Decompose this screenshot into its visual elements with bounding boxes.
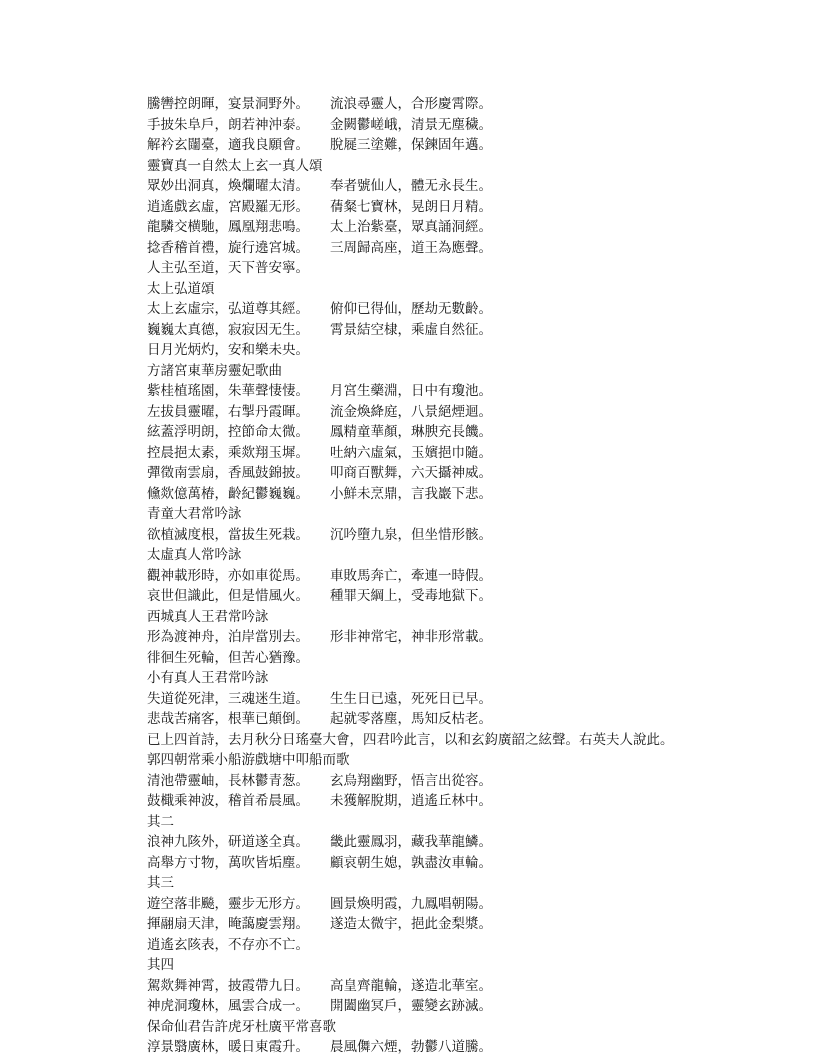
poem-title: 其三 xyxy=(147,875,174,891)
verse-second-couplet: 玄烏翔幽野，悟言出從容。 xyxy=(330,772,492,789)
verse-first-couplet: 鼓檝乘神波，稽首希晨風。 xyxy=(147,793,309,809)
verse-second-couplet: 霄景結空棣，乘虛自然征。 xyxy=(330,321,492,338)
poem-title: 青童大君常吟詠 xyxy=(147,506,242,522)
verse-line xyxy=(147,689,807,710)
verse-first-couplet: 神虎洞瓊林，風雲合成一。 xyxy=(147,998,309,1014)
verse-line xyxy=(147,340,807,361)
verse-first-couplet: 左拔員靈曜，右掣丹霞暉。 xyxy=(147,403,309,420)
verse-first-couplet: 哀世但識此，但是惜風火。 xyxy=(147,588,309,604)
verse-line xyxy=(147,238,807,259)
verse-second-couplet: 顧哀朝生媳，孰盡汝車輪。 xyxy=(330,854,492,871)
verse-second-couplet: 太上治紫臺，眾真誦洞經。 xyxy=(330,219,492,235)
poem-title: 其四 xyxy=(147,957,174,973)
verse-second-couplet: 月宮生藥淵，日中有瓊池。 xyxy=(330,383,492,399)
verse-first-couplet: 絃蓋浮明朗，控節命太微。 xyxy=(147,424,309,440)
verse-line xyxy=(147,176,807,197)
verse-line xyxy=(147,627,807,648)
verse-line xyxy=(147,381,807,402)
verse-second-couplet: 流金煥絳庭，八景絕煙迴。 xyxy=(330,403,492,420)
verse-first-couplet: 高舉方寸物，萬吹皆垢塵。 xyxy=(147,854,309,871)
verse-second-couplet: 流浪尋靈人，合形慶霄際。 xyxy=(330,96,492,112)
verse-first-couplet: 觀神載形時，亦如車從馬。 xyxy=(147,567,309,584)
verse-line xyxy=(147,791,807,812)
verse-line xyxy=(147,771,807,792)
verse-line xyxy=(147,648,807,669)
poem-title: 已上四首詩，去月秋分日瑤臺大會，四君吟此言，以和玄鈞廣韶之絃聲。右英夫人說此。 xyxy=(147,731,674,748)
verse-first-couplet: 徘徊生死輪，但苦心猶豫。 xyxy=(147,649,309,666)
verse-line xyxy=(147,115,807,136)
verse-line xyxy=(147,402,807,423)
verse-first-couplet: 遊空落非飈，靈步无形方。 xyxy=(147,895,309,912)
verse-second-couplet: 生生日已遠，死死日已早。 xyxy=(330,690,492,707)
verse-second-couplet: 未獲解脫期，逍遙丘林中。 xyxy=(330,793,492,809)
verse-first-couplet: 揮翮扇天津，晻藹慶雲翔。 xyxy=(147,916,309,932)
verse-second-couplet: 鳳精童華顏，琳腴充長饑。 xyxy=(330,424,492,440)
verse-line xyxy=(147,299,807,320)
verse-line xyxy=(147,217,807,238)
verse-line xyxy=(147,709,807,730)
verse-first-couplet: 駕欻舞神霄，披霞帶九日。 xyxy=(147,977,309,994)
verse-first-couplet: 儵欻億萬椿，齡紀鬱巍巍。 xyxy=(147,485,309,502)
verse-first-couplet: 解衿玄闥臺，適我良願會。 xyxy=(147,137,309,153)
verse-first-couplet: 形為渡神舟，泊岸當別去。 xyxy=(147,629,309,645)
verse-line xyxy=(147,853,807,874)
verse-line xyxy=(147,443,807,464)
verse-second-couplet: 遂造太微宇，挹此金梨漿。 xyxy=(330,916,492,932)
verse-line xyxy=(147,197,807,218)
verse-second-couplet: 蒨粲七寶林，晃朗日月精。 xyxy=(330,198,492,215)
verse-first-couplet: 清池帶靈岫，長林鬱青葱。 xyxy=(147,772,309,789)
verse-first-couplet: 逍遙玄陔表，不存亦不亡。 xyxy=(147,936,309,953)
verse-line xyxy=(147,135,807,156)
verse-first-couplet: 彈徵南雲扇，香風鼓錦披。 xyxy=(147,465,309,481)
verse-first-couplet: 手披朱阜戶，朗若神沖泰。 xyxy=(147,116,309,133)
verse-second-couplet: 奉者號仙人，體无永長生。 xyxy=(330,178,492,194)
verse-first-couplet: 日月光炳灼，安和樂未央。 xyxy=(147,342,309,358)
verse-line xyxy=(147,586,807,607)
verse-line xyxy=(147,914,807,935)
verse-line xyxy=(147,320,807,341)
verse-second-couplet: 高皇齊龍輪，遂造北華室。 xyxy=(330,977,492,994)
verse-second-couplet: 金闕鬱嵯峨，清景无塵穢。 xyxy=(330,116,492,133)
verse-first-couplet: 騰轡控朗暉，宴景洞野外。 xyxy=(147,96,309,112)
verse-line xyxy=(147,935,807,956)
poem-title: 方諸宮東華房靈妃歌曲 xyxy=(147,362,282,379)
verse-line xyxy=(147,484,807,505)
verse-line xyxy=(147,463,807,484)
verse-second-couplet: 開闔幽冥戶，靈變玄跡滅。 xyxy=(330,998,492,1014)
poem-title: 西城真人王君常吟詠 xyxy=(147,608,269,625)
poem-title: 太上弘道頌 xyxy=(147,280,215,297)
poem-title: 保命仙君告許虎牙杜廣平常喜歌 xyxy=(147,1018,336,1035)
verse-second-couplet: 脫屣三塗難，保鍊固年邁。 xyxy=(330,137,492,153)
verse-first-couplet: 悲哉苦痛客，根華已顛倒。 xyxy=(147,711,309,727)
verse-first-couplet: 淳景翳廣林，暖日東霞升。 xyxy=(147,1039,309,1055)
verse-first-couplet: 眾妙出洞真，煥爛曜太清。 xyxy=(147,178,309,194)
verse-second-couplet: 形非神常宅，神非形常載。 xyxy=(330,629,492,645)
verse-first-couplet: 捻香稽首禮，旋行遶宮城。 xyxy=(147,239,309,256)
verse-line xyxy=(147,1037,807,1058)
poem-title: 其二 xyxy=(147,813,174,830)
verse-line xyxy=(147,94,807,115)
verse-second-couplet: 畿此靈鳳羽，藏我華龍鱗。 xyxy=(330,834,492,850)
verse-line xyxy=(147,996,807,1017)
verse-first-couplet: 巍巍太真德，寂寂因无生。 xyxy=(147,321,309,338)
verse-line xyxy=(147,976,807,997)
poem-title: 小有真人王君常吟詠 xyxy=(147,670,269,686)
poem-title: 郭四朝常乘小船游戲塘中叩船而歌 xyxy=(147,752,350,768)
verse-line xyxy=(147,566,807,587)
verse-line xyxy=(147,894,807,915)
verse-first-couplet: 欲植滅度根，當拔生死栽。 xyxy=(147,526,309,543)
verse-second-couplet: 叩商百獸舞，六天攝神威。 xyxy=(330,465,492,481)
verse-first-couplet: 紫桂植瑤園，朱華聲悽悽。 xyxy=(147,383,309,399)
poem-title: 太虛真人常吟詠 xyxy=(147,547,242,563)
verse-first-couplet: 太上玄虛宗，弘道尊其經。 xyxy=(147,301,309,317)
verse-line xyxy=(147,258,807,279)
verse-second-couplet: 起就零落塵，馬知反枯老。 xyxy=(330,711,492,727)
verse-second-couplet: 俯仰已得仙，歷劫无數齡。 xyxy=(330,301,492,317)
verse-line xyxy=(147,832,807,853)
verse-line xyxy=(147,525,807,546)
verse-first-couplet: 控晨挹太素，乘欻翔玉墀。 xyxy=(147,444,309,461)
verse-second-couplet: 吐納六虛氣，玉嬪挹巾隨。 xyxy=(330,444,492,461)
verse-second-couplet: 車敗馬奔亡，牽連一時假。 xyxy=(330,567,492,584)
poem-title: 靈寶真一自然太上玄一真人頌 xyxy=(147,157,323,174)
verse-first-couplet: 浪神九陔外，研道遂全真。 xyxy=(147,834,309,850)
verse-first-couplet: 龍驎交横馳，鳳凰翔悲鳴。 xyxy=(147,219,309,235)
verse-second-couplet: 晨風儛六煙，勃鬱八道騰。 xyxy=(330,1039,492,1055)
verse-first-couplet: 人主弘至道，天下普安寧。 xyxy=(147,260,309,276)
verse-second-couplet: 沉吟墮九泉，但坐惜形骸。 xyxy=(330,526,492,543)
poem-text-body xyxy=(147,94,807,1058)
verse-second-couplet: 圓景煥明霞，九鳳唱朝陽。 xyxy=(330,895,492,912)
verse-second-couplet: 種罪天綱上，受毒地獄下。 xyxy=(330,588,492,604)
verse-second-couplet: 三周歸高座，道王為應聲。 xyxy=(330,239,492,256)
verse-first-couplet: 逍遙戲玄虛，宮殿羅无形。 xyxy=(147,198,309,215)
verse-second-couplet: 小鮮未烹鼎，言我巖下悲。 xyxy=(330,485,492,502)
verse-line xyxy=(147,422,807,443)
verse-first-couplet: 失道從死津，三魂迷生道。 xyxy=(147,690,309,707)
